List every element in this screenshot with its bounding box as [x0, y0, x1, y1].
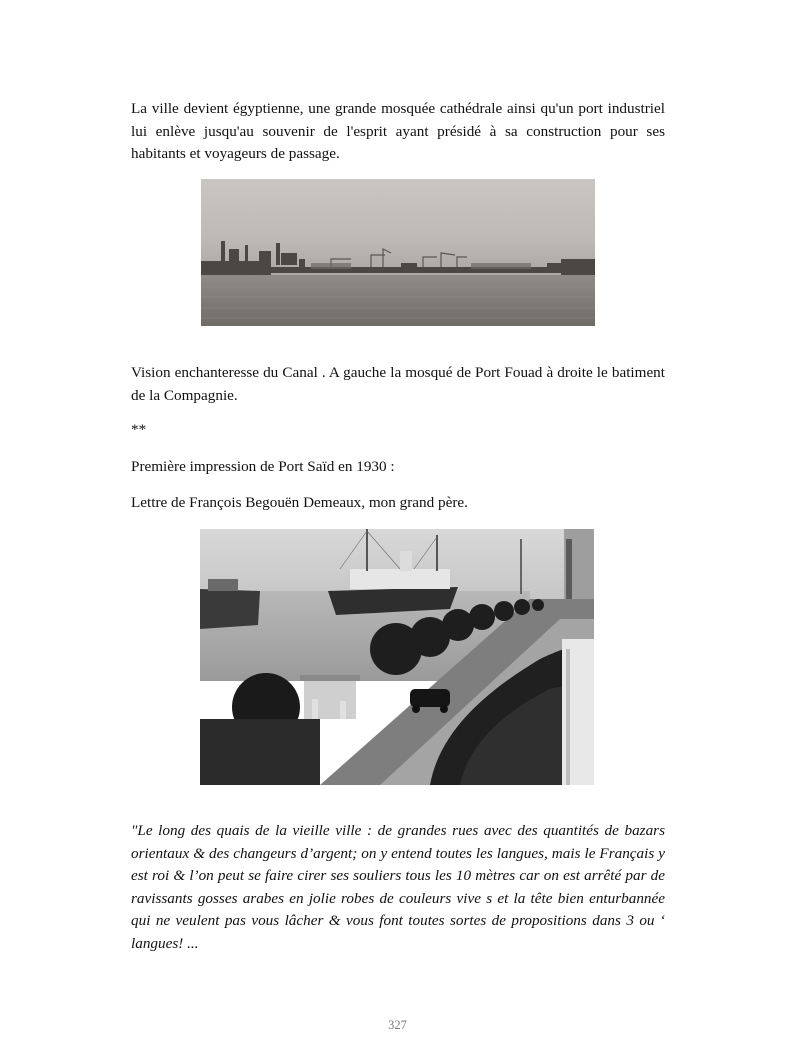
harbor-photo-image [201, 179, 595, 326]
letter-quote: "Le long des quais de la vieille ville : de grandes rues avec des quantités de bazars orientaux & des changeurs d’argent; on y entend toutes les langues, mais le Français y est roi & l’on peut se faire cirer ses souliers tous les 10 mètres car on est arrêté par de ravissants gosses arabes en jolie robes de couleurs vive s et la tête bien enturbannée qui ne veulent pas vous lâcher & vous font toutes sortes de propositions dans 3 ou ‘ langues! ... [131, 822, 665, 952]
photo-caption: Vision enchanteresse du Canal . A gauche la mosqué de Port Fouad à droite le batiment de la Compagnie. [131, 364, 665, 404]
quay-photo-image [200, 529, 594, 785]
page-number: 327 [388, 1018, 407, 1032]
intro-paragraph: La ville devient égyptienne, une grande mosquée cathédrale ainsi qu'un port industriel lui enlève jusqu'au souvenir de l'esprit ayant présidé à sa construction pour ses habitants et voyageurs de passage. [131, 100, 665, 162]
letter-attribution: Lettre de François Begouën Demeaux, mon grand père. [131, 494, 468, 511]
section-separator: ** [131, 421, 147, 438]
first-impression-heading: Première impression de Port Saïd en 1930 : [131, 458, 395, 475]
harbor-skyline-photo [201, 179, 595, 326]
port-said-quay-photo [200, 529, 594, 785]
